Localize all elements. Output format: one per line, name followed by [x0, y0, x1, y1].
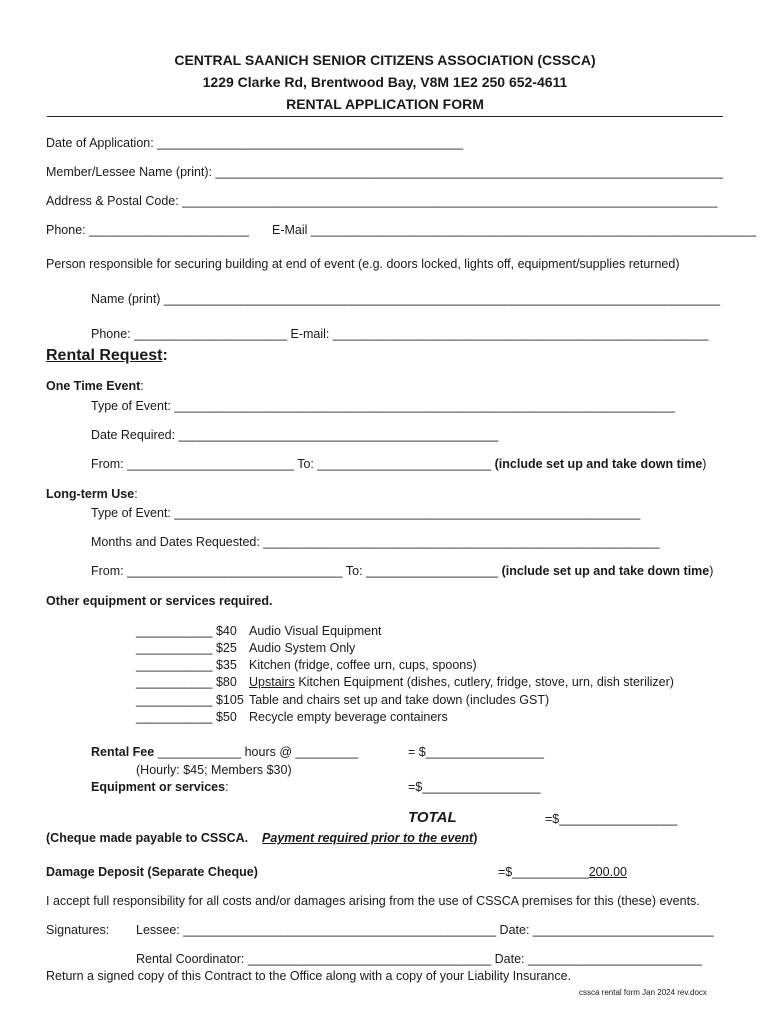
- responsible-contact-field[interactable]: Phone: ______________________ E-mail: ______________________________________________________: [91, 327, 709, 341]
- total-label: TOTAL: [408, 809, 457, 826]
- form-title: RENTAL APPLICATION FORM: [286, 96, 484, 112]
- damage-deposit-label: Damage Deposit (Separate Cheque): [46, 865, 258, 879]
- org-name: CENTRAL SAANICH SENIOR CITIZENS ASSOCIATION (CSSCA): [174, 52, 596, 68]
- footer-doc-id: cssca rental form Jan 2024 rev.docx: [579, 988, 707, 997]
- rental-fee-total[interactable]: = $_________________: [408, 745, 544, 759]
- equipment-item-description: Upstairs Kitchen Equipment (dishes, cutlery, fridge, stove, urn, dish sterilizer): [249, 675, 674, 689]
- email-field[interactable]: E-Mail ________________________________________________________________: [272, 223, 756, 237]
- rental-request-heading: Rental Request:: [46, 347, 168, 364]
- date-of-application-field[interactable]: Date of Application: ____________________________________________: [46, 136, 464, 150]
- equipment-item-description: Kitchen (fridge, coffee urn, cups, spoons): [249, 658, 477, 672]
- equipment-services-label: Equipment or services:: [91, 780, 229, 794]
- one-time-type-field[interactable]: Type of Event: ________________________________________________________________________: [91, 399, 675, 413]
- one-time-date-field[interactable]: Date Required: ______________________________________________: [91, 428, 499, 442]
- rental-fee-field[interactable]: Rental Fee ____________ hours @ _________: [91, 745, 359, 759]
- member-name-field[interactable]: Member/Lessee Name (print): _________________________________________________________________________: [46, 165, 723, 179]
- equipment-services-total[interactable]: =$_________________: [408, 780, 541, 794]
- one-time-from-to-field[interactable]: From: ________________________ To: _________________________ (include set up and take down time): [91, 457, 707, 471]
- cheque-note: (Cheque made payable to CSSCA. Payment required prior to the event): [46, 831, 478, 845]
- equipment-item[interactable]: ___________ $40: [136, 624, 237, 638]
- equipment-item-description: Audio Visual Equipment: [249, 624, 382, 638]
- return-instructions: Return a signed copy of this Contract to the Office along with a copy of your Liability Insurance.: [46, 969, 572, 983]
- one-time-event-heading: One Time Event:: [46, 379, 144, 393]
- equipment-heading: Other equipment or services required.: [46, 594, 273, 608]
- equipment-item[interactable]: ___________ $35: [136, 658, 237, 672]
- address-field[interactable]: Address & Postal Code: _____________________________________________________________________________: [46, 194, 718, 208]
- equipment-item-description: Audio System Only: [249, 641, 356, 655]
- org-address: 1229 Clarke Rd, Brentwood Bay, V8M 1E2 250 652-4611: [202, 74, 568, 90]
- header-rule: [47, 116, 723, 117]
- damage-deposit-amount: =$___________200.00: [498, 865, 627, 879]
- equipment-item[interactable]: ___________ $105: [136, 693, 244, 707]
- equipment-item[interactable]: ___________ $25: [136, 641, 237, 655]
- total-amount-field[interactable]: =$_________________: [545, 812, 678, 826]
- responsible-person-intro: Person responsible for securing building at end of event (e.g. doors locked, lights off, equipment/supplies returned): [46, 257, 680, 271]
- long-term-use-heading: Long-term Use:: [46, 487, 138, 501]
- responsible-name-field[interactable]: Name (print) ________________________________________________________________________________: [91, 292, 721, 306]
- long-term-months-field[interactable]: Months and Dates Requested: _________________________________________________________: [91, 535, 660, 549]
- long-term-from-to-field[interactable]: From: _______________________________ To: ___________________ (include set up and take down time): [91, 564, 714, 578]
- equipment-item[interactable]: ___________ $80: [136, 675, 237, 689]
- hourly-rates: (Hourly: $45; Members $30): [136, 763, 292, 777]
- equipment-item-description: Recycle empty beverage containers: [249, 710, 448, 724]
- equipment-item[interactable]: ___________ $50: [136, 710, 237, 724]
- acceptance-statement: I accept full responsibility for all costs and/or damages arising from the use of CSSCA premises for this (these) events.: [46, 894, 700, 908]
- phone-field[interactable]: Phone: _______________________: [46, 223, 249, 237]
- coordinator-signature-field[interactable]: Rental Coordinator: ___________________________________ Date: _________________________: [136, 952, 702, 966]
- equipment-item-description: Table and chairs set up and take down (includes GST): [249, 693, 550, 707]
- long-term-type-field[interactable]: Type of Event: ___________________________________________________________________: [91, 506, 641, 520]
- lessee-signature-field[interactable]: Lessee: _____________________________________________ Date: __________________________: [136, 923, 714, 937]
- signatures-label: Signatures:: [46, 923, 110, 937]
